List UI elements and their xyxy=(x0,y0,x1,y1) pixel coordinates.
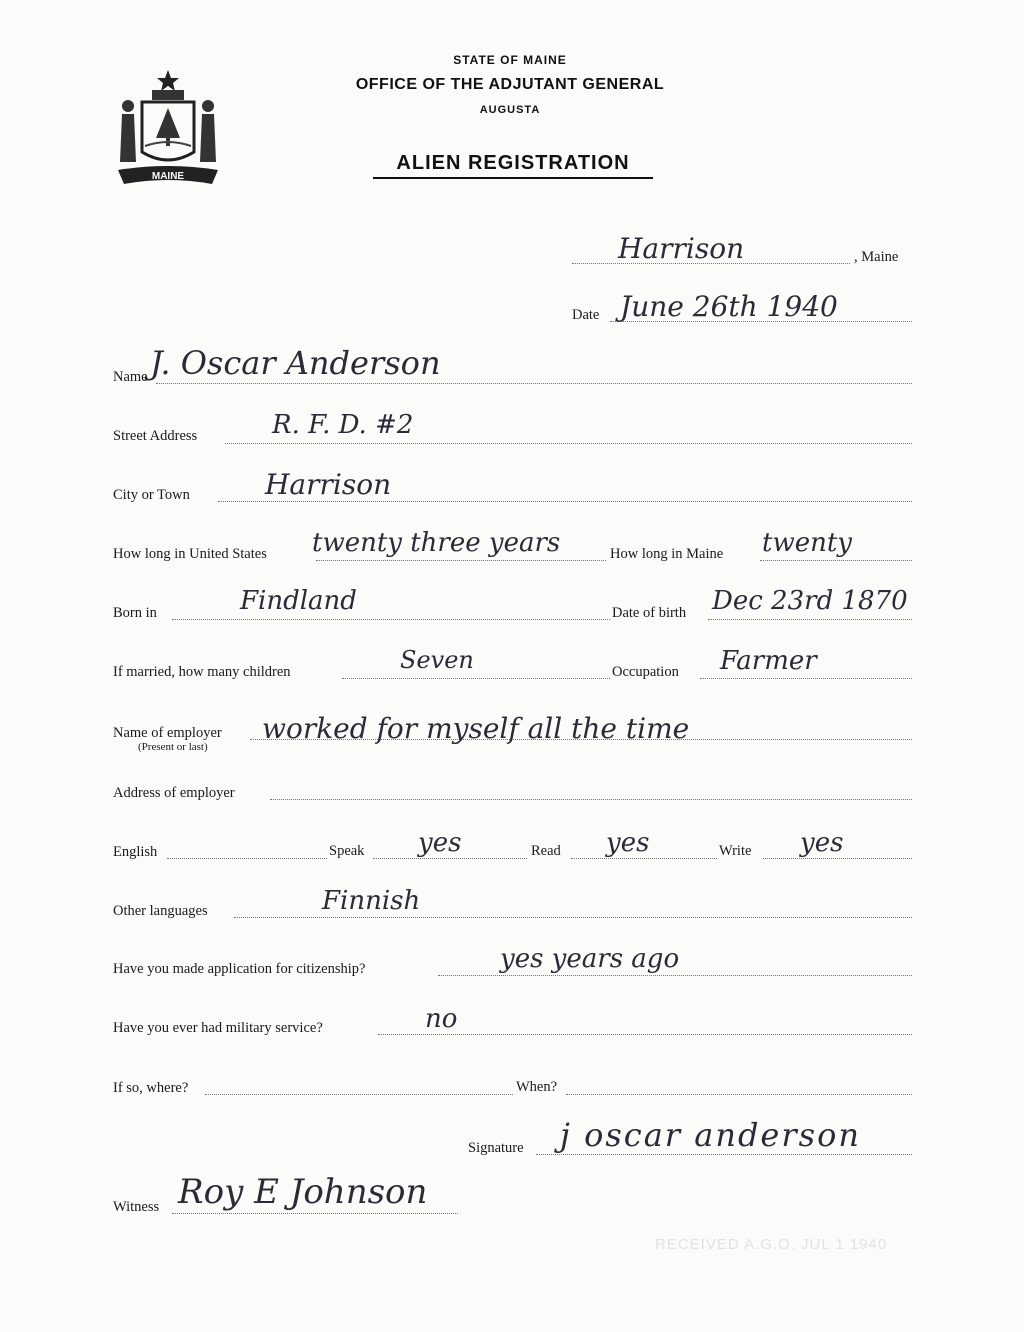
occupation-line xyxy=(700,678,912,679)
speak-value[interactable]: yes xyxy=(418,828,462,858)
when-label: When? xyxy=(516,1079,558,1095)
date-of-birth-label: Date of birth xyxy=(612,605,687,621)
born-in-line xyxy=(172,619,610,620)
date-value[interactable]: June 26th 1940 xyxy=(620,290,838,323)
military-value[interactable]: no xyxy=(425,1004,458,1034)
occupation-label: Occupation xyxy=(612,664,679,680)
witness-label: Witness xyxy=(113,1199,160,1215)
employer-address-line xyxy=(270,799,912,800)
english-label: English xyxy=(113,844,158,860)
other-languages-label: Other languages xyxy=(113,903,208,919)
date-of-birth-line xyxy=(708,619,912,620)
city-or-town-line xyxy=(218,501,912,502)
read-line xyxy=(571,858,717,859)
citizenship-line xyxy=(438,975,912,976)
town-suffix-label: , Maine xyxy=(854,249,899,265)
date-label: Date xyxy=(572,307,600,323)
children-line xyxy=(342,678,610,679)
form-title: ALIEN REGISTRATION xyxy=(373,152,653,179)
city-or-town-value[interactable]: Harrison xyxy=(265,468,392,501)
city-or-town-label: City or Town xyxy=(113,487,190,503)
street-address-value[interactable]: R. F. D. #2 xyxy=(272,410,414,440)
citizenship-label: Have you made application for citizenship? xyxy=(113,961,366,977)
read-label: Read xyxy=(531,843,561,859)
office-heading: OFFICE OF THE ADJUTANT GENERAL xyxy=(355,76,665,93)
write-value[interactable]: yes xyxy=(800,828,844,858)
how-long-maine-value[interactable]: twenty xyxy=(762,528,852,558)
children-label: If married, how many children xyxy=(113,664,291,680)
speak-label: Speak xyxy=(329,843,365,859)
date-of-birth-value[interactable]: Dec 23rd 1870 xyxy=(712,586,908,616)
town-value[interactable]: Harrison xyxy=(618,232,745,265)
name-value[interactable]: J. Oscar Anderson xyxy=(150,344,441,382)
born-in-label: Born in xyxy=(113,605,157,621)
name-line xyxy=(156,383,912,384)
when-line xyxy=(566,1094,912,1095)
received-stamp: RECEIVED A.G.O. JUL 1 1940 xyxy=(655,1236,888,1253)
state-heading: STATE OF MAINE xyxy=(453,53,567,67)
how-long-maine-label: How long in Maine xyxy=(610,546,724,562)
speak-line xyxy=(373,858,527,859)
maine-state-seal-icon xyxy=(112,66,224,194)
write-label: Write xyxy=(719,843,752,859)
how-long-us-value[interactable]: twenty three years xyxy=(312,528,561,558)
military-line xyxy=(378,1034,912,1035)
signature-line xyxy=(536,1154,912,1155)
if-so-where-label: If so, where? xyxy=(113,1080,189,1096)
how-long-us-line xyxy=(316,560,606,561)
write-line xyxy=(763,858,912,859)
children-value[interactable]: Seven xyxy=(400,646,474,674)
born-in-value[interactable]: Findland xyxy=(240,586,357,616)
if-so-where-line xyxy=(205,1094,513,1095)
other-languages-value[interactable]: Finnish xyxy=(322,886,421,916)
occupation-value[interactable]: Farmer xyxy=(720,646,817,676)
english-line xyxy=(167,858,327,859)
signature-value[interactable]: j oscar anderson xyxy=(560,1116,861,1154)
witness-line xyxy=(172,1213,458,1214)
street-address-label: Street Address xyxy=(113,428,198,444)
employer-label: Name of employer xyxy=(113,725,222,741)
seal-banner-text: MAINE xyxy=(151,171,185,182)
name-label: Name xyxy=(113,369,148,385)
signature-label: Signature xyxy=(468,1140,524,1156)
witness-value[interactable]: Roy E Johnson xyxy=(178,1172,428,1212)
employer-value[interactable]: worked for myself all the time xyxy=(262,712,690,745)
how-long-maine-line xyxy=(760,560,912,561)
military-label: Have you ever had military service? xyxy=(113,1020,323,1036)
street-address-line xyxy=(225,443,912,444)
other-languages-line xyxy=(234,917,912,918)
how-long-us-label: How long in United States xyxy=(113,546,267,562)
read-value[interactable]: yes xyxy=(606,828,650,858)
employer-address-label: Address of employer xyxy=(113,785,235,801)
employer-note-label: (Present or last) xyxy=(138,741,208,753)
citizenship-value[interactable]: yes years ago xyxy=(500,944,680,974)
city-heading: AUGUSTA xyxy=(479,104,541,116)
